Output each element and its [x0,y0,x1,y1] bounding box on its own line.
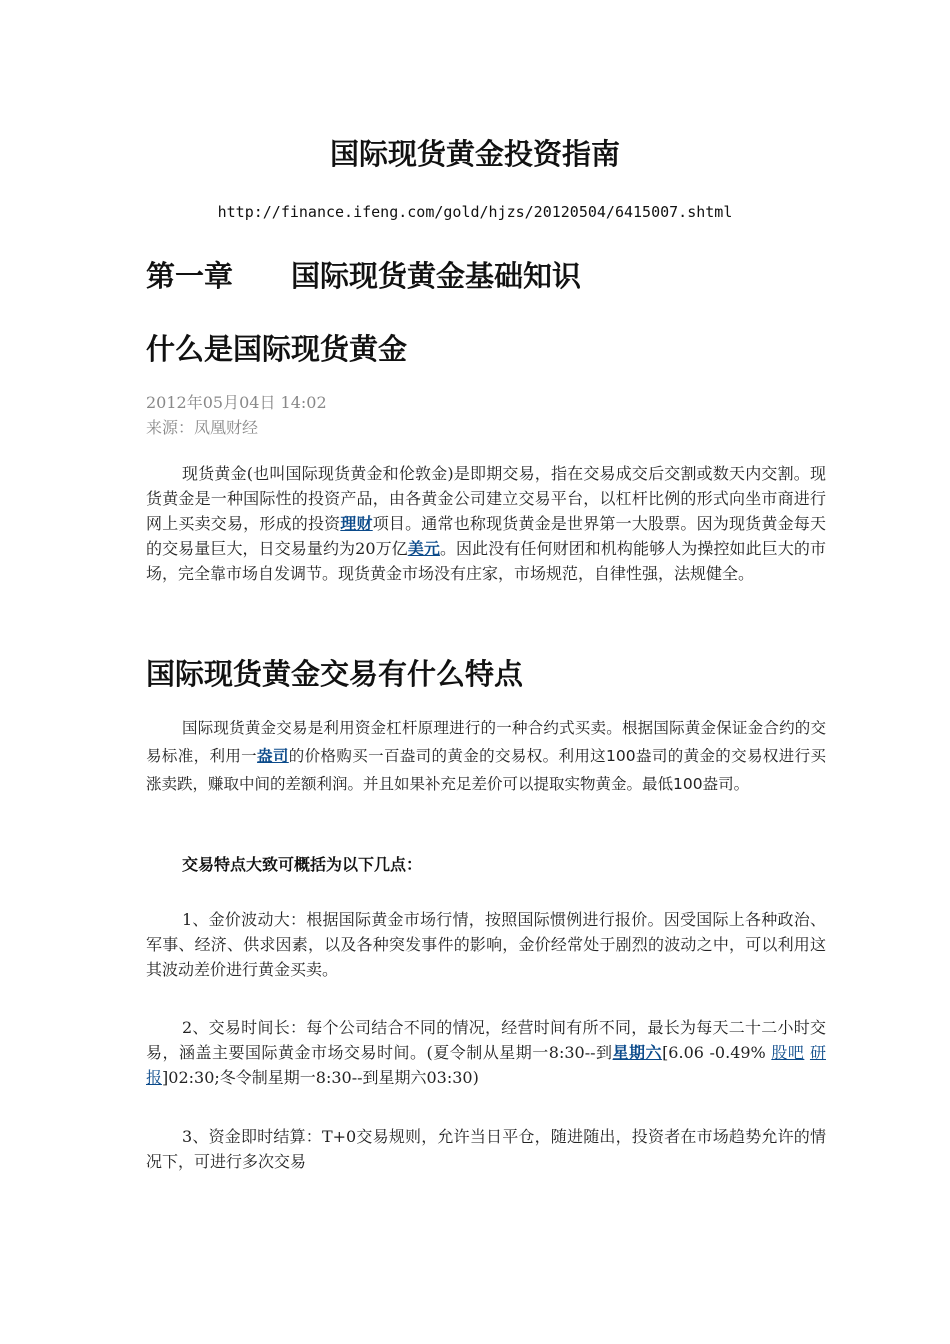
link-licai[interactable]: 理财 [340,514,373,533]
link-guba[interactable]: 股吧 [771,1043,805,1062]
paragraph-intro: 现货黄金(也叫国际现货黄金和伦敦金)是即期交易，指在交易成交后交割或数天内交割。现货黄金是一种国际性的投资产品，由各黄金公司建立交易平台，以杠杆比例的形式向坐市商进行网上买卖交易，形成的投资理财项目。通常也称现货黄金是世界第一大股票。因为现货黄金每天的交易量巨大，日交易量约为20万亿美元。因此没有任何财团和机构能够人为操控如此巨大的市场，完全靠市场自发调节。现货黄金市场没有庄家，市场规范，自律性强，法规健全。 [146,464,826,583]
chapter-heading: 第一章 国际现货黄金基础知识 [146,259,582,293]
document-title: 国际现货黄金投资指南 [329,137,620,171]
link-angsi[interactable]: 盎司 [257,747,289,765]
source-url: http://finance.ifeng.com/gold/hjzs/20120504/6415007.shtml [217,203,733,221]
features-intro: 交易特点大致可概括为以下几点： [182,855,423,874]
feature-item-2: 2、交易时间长：每个公司结合不同的情况，经营时间有所不同，最长为每天二十二小时交易，涵盖主要国际黄金市场交易时间。(夏令制从星期一8:30--到星期六[6.06 -0.49% 股吧 研报]02:30;冬令制星期一8:30--到星期六03:30) [146,1018,826,1087]
feature-item-1: 1、金价波动大：根据国际黄金市场行情，按照国际惯例进行报价。因受国际上各种政治、军事、经济、供求因素，以及各种突发事件的影响，金价经常处于剧烈的波动之中，可以利用这其波动差价进行黄金买卖。 [146,910,826,979]
link-xingqiliu[interactable]: 星期六 [612,1043,663,1062]
paragraph-trading-principle: 国际现货黄金交易是利用资金杠杆原理进行的一种合约式买卖。根据国际黄金保证金合约的交易标准，利用一盎司的价格购买一百盎司的黄金的交易权。利用这100盎司的黄金的交易权进行买涨卖跌，赚取中间的差额利润。并且如果补充足差价可以提取实物黄金。最低100盎司。 [146,719,826,793]
feature-item-3: 3、资金即时结算：T+0交易规则，允许当日平仓，随进随出，投资者在市场趋势允许的情况下，可进行多次交易 [146,1127,826,1171]
link-meiyuan[interactable]: 美元 [407,539,440,558]
section-heading-what-is: 什么是国际现货黄金 [146,332,408,366]
publish-date: 2012年05月04日 14:02 [146,393,327,412]
article-meta [146,390,327,440]
link-yanbao[interactable]: 研报 [146,1043,826,1087]
article-source: 来源：凤凰财经 [146,418,259,437]
section-heading-features: 国际现货黄金交易有什么特点 [146,657,524,691]
